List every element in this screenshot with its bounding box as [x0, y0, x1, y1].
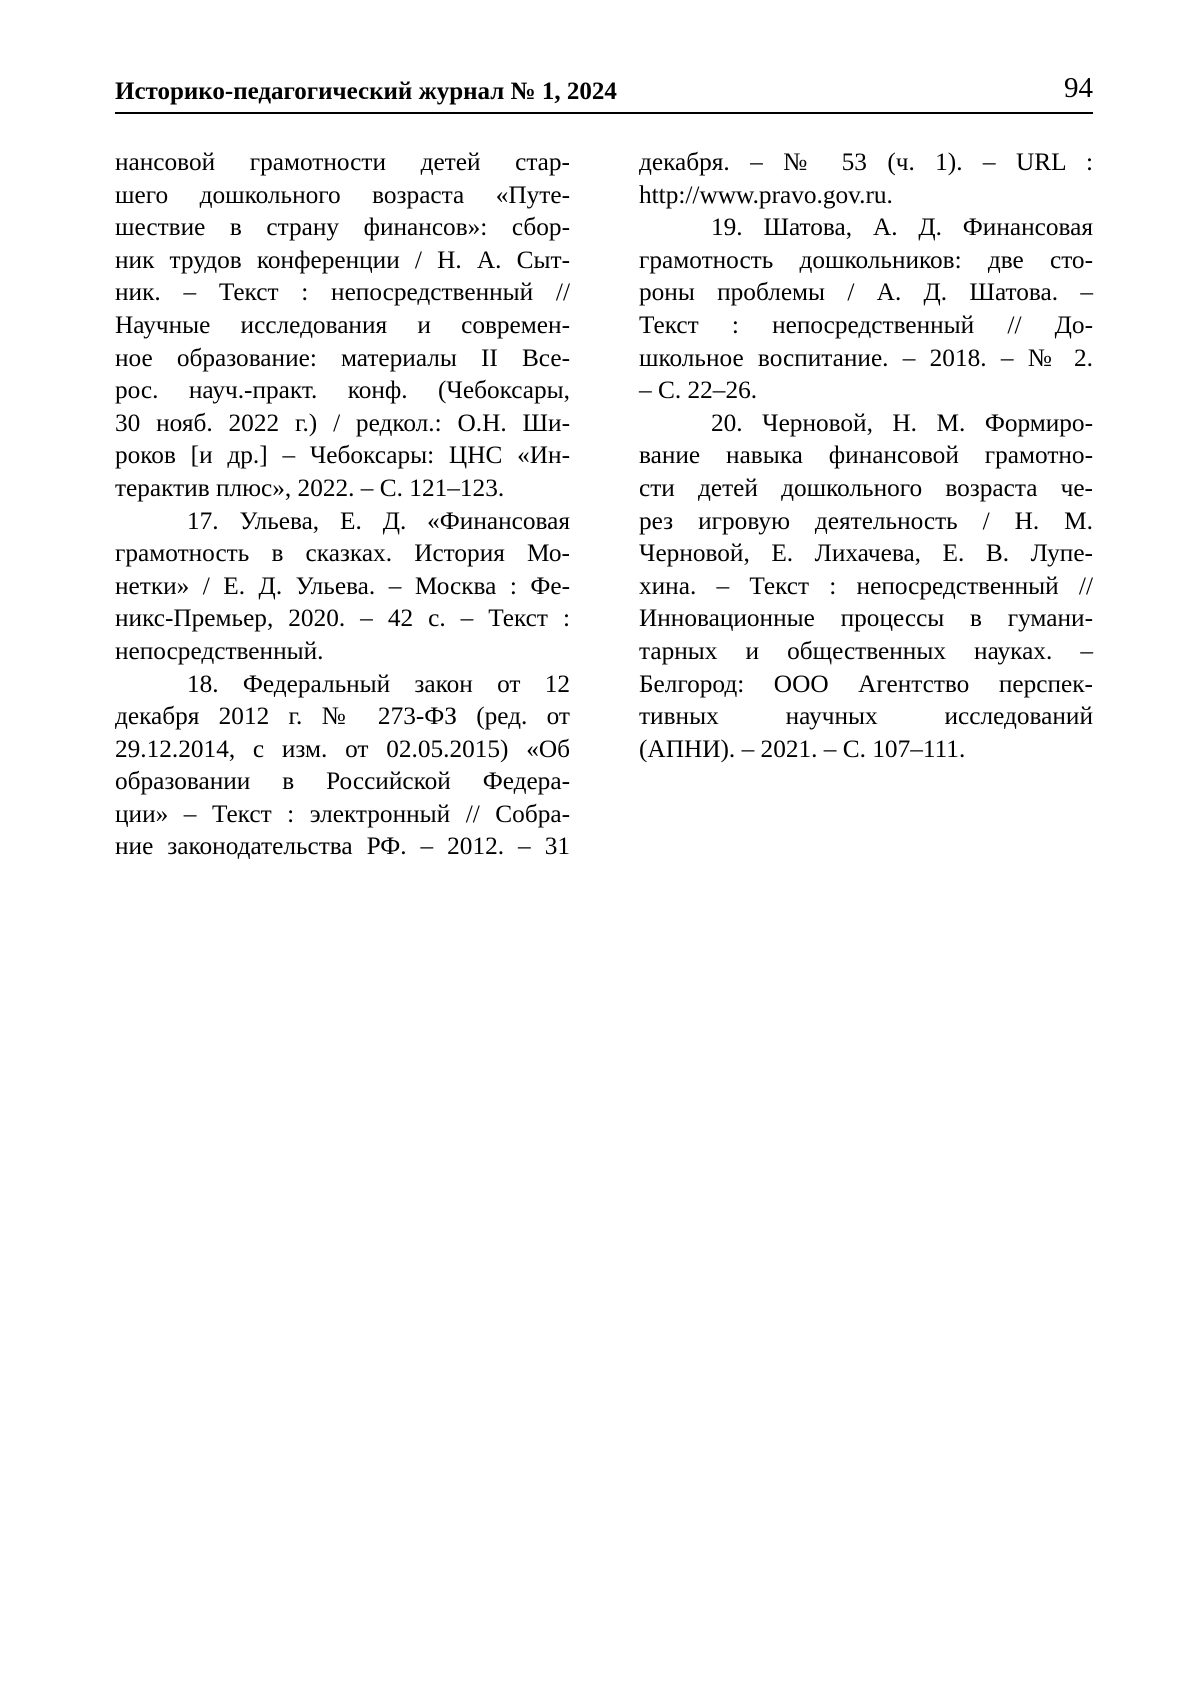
text-line: Научные исследования и современ-	[115, 310, 570, 339]
text-line: Текст : непосредственный // До-	[639, 310, 1093, 339]
text-line: роны проблемы / А. Д. Шатова. –	[639, 278, 1093, 307]
left-column	[115, 146, 570, 863]
text-line: нетки» / Е. Д. Ульева. – Москва : Фе-	[115, 571, 570, 600]
text-line: 19. Шатова, А. Д. Финансовая	[711, 213, 1093, 242]
text-line: 29.12.2014, с изм. от 02.05.2015) «Об	[115, 734, 570, 763]
text-line: хина. – Текст : непосредственный //	[639, 571, 1093, 600]
text-line: шествие в страну финансов»: сбор-	[115, 213, 570, 242]
text-line: вание навыка финансовой грамотно-	[639, 441, 1093, 470]
text-line: ник трудов конференции / Н. А. Сыт-	[115, 245, 570, 274]
text-line: ние законодательства РФ. – 2012. – 31	[115, 832, 570, 861]
text-line: никс-Премьер, 2020. – 42 с. – Текст :	[115, 604, 570, 633]
text-line: роков [и др.] – Чебоксары: ЦНС «Ин-	[115, 441, 570, 470]
text-line: терактив плюс», 2022. – С. 121–123.	[115, 473, 505, 502]
text-line: школьное воспитание. – 2018. – № 2.	[639, 343, 1093, 372]
right-column	[639, 146, 1093, 765]
text-line: декабря. – № 53 (ч. 1). – URL :	[639, 148, 1093, 176]
journal-title: Историко-педагогический журнал № 1, 2024	[115, 78, 617, 105]
text-line: (АПНИ). – 2021. – С. 107–111.	[639, 734, 966, 763]
text-line: Инновационные процессы в гумани-	[639, 604, 1093, 633]
text-line: нансовой грамотности детей стар-	[115, 148, 570, 176]
text-line: 30 нояб. 2022 г.) / редкол.: О.Н. Ши-	[115, 408, 570, 437]
text-line: ник. – Текст : непосредственный //	[115, 278, 570, 307]
text-line: шего дошкольного возраста «Путе-	[115, 180, 570, 209]
text-line: декабря 2012 г. № 273-ФЗ (ред. от	[115, 702, 570, 731]
text-line: Черновой, Е. Лихачева, Е. В. Лупе-	[639, 539, 1093, 568]
text-line: непосредственный.	[115, 636, 324, 665]
text-line: сти детей дошкольного возраста че-	[639, 473, 1093, 502]
text-line: – С. 22–26.	[639, 376, 758, 405]
text-line: рез игровую деятельность / Н. М.	[639, 506, 1093, 535]
page-number: 94	[1064, 72, 1093, 104]
text-line: рос. науч.-практ. конф. (Чебоксары,	[115, 376, 570, 405]
text-line: тивных научных исследований	[639, 702, 1093, 731]
text-line: 17. Ульева, Е. Д. «Финансовая	[187, 506, 570, 535]
text-line: http://www.pravo.gov.ru.	[639, 180, 893, 209]
text-line: 20. Черновой, Н. М. Формиро-	[711, 408, 1093, 437]
text-line: ное образование: материалы II Все-	[115, 343, 570, 372]
text-line: 18. Федеральный закон от 12	[187, 669, 570, 698]
text-line: грамотность в сказках. История Мо-	[115, 539, 570, 568]
text-line: ции» – Текст : электронный // Собра-	[115, 799, 570, 828]
page-header	[115, 72, 1093, 114]
text-line: грамотность дошкольников: две сто-	[639, 245, 1093, 274]
text-line: тарных и общественных науках. –	[639, 636, 1093, 665]
text-line: образовании в Российской Федера-	[115, 767, 570, 796]
text-line: Белгород: ООО Агентство перспек-	[639, 669, 1093, 698]
